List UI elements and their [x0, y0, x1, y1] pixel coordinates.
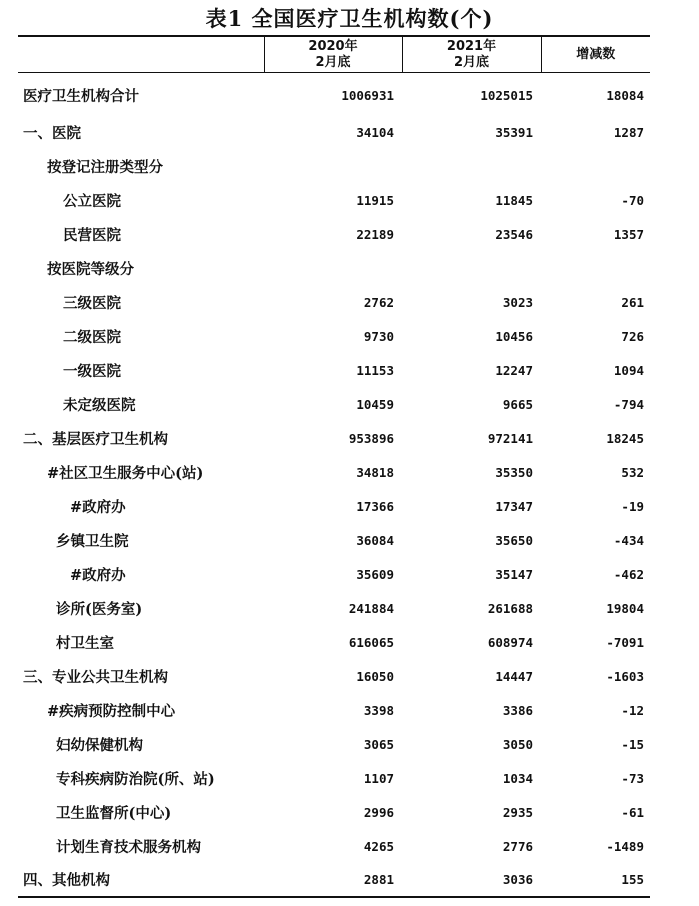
table-row	[18, 727, 650, 761]
row-label: 妇幼保健机构	[56, 736, 143, 754]
value-2021: 261688	[487, 600, 533, 616]
table-row	[18, 693, 650, 727]
institutions-table	[18, 35, 650, 898]
institutions-table-container	[18, 35, 650, 898]
value-change: -434	[613, 532, 644, 548]
value-2020: 2881	[264, 863, 402, 897]
row-label: 公立医院	[63, 192, 121, 210]
value-2020: 16050	[356, 668, 394, 684]
value-2021: 12247	[495, 362, 533, 378]
header-2021-year: 2021年	[446, 38, 497, 54]
header-label-cell	[18, 36, 264, 73]
value-2020: 17366	[356, 498, 394, 514]
value-2020: 34818	[356, 464, 394, 480]
value-2020: 3398	[363, 702, 394, 718]
value-2021: 3036	[402, 863, 541, 897]
row-label: 村卫生室	[56, 634, 114, 652]
table-row	[18, 353, 650, 387]
value-2020: 10459	[356, 396, 394, 412]
value-2021: 23546	[495, 226, 533, 242]
value-change: 155	[541, 863, 650, 897]
header-2020-year: 2020年	[308, 38, 358, 54]
row-label: 一、医院	[23, 124, 81, 142]
table-row	[18, 319, 650, 353]
value-2021: 35650	[495, 532, 533, 548]
value-change: 18245	[606, 430, 644, 446]
table-row	[18, 659, 650, 693]
value-change: 18084	[606, 87, 644, 103]
table-row	[18, 863, 650, 897]
value-2020: 953896	[348, 430, 394, 446]
value-2020	[264, 251, 402, 285]
table-row	[18, 217, 650, 251]
value-2021: 3386	[502, 702, 533, 718]
value-2020: 36084	[356, 532, 394, 548]
value-2021: 3050	[502, 736, 533, 752]
table-row	[18, 625, 650, 659]
value-change	[541, 251, 650, 285]
row-label: 三、专业公共卫生机构	[23, 668, 168, 686]
value-2020: 11153	[356, 362, 394, 378]
value-2021: 14447	[495, 668, 533, 684]
row-label: 按医院等级分	[47, 260, 134, 278]
value-change: -73	[621, 770, 644, 786]
header-2021	[402, 36, 541, 73]
row-label: #社区卫生服务中心(站)	[47, 464, 204, 482]
value-2021: 35147	[495, 566, 533, 582]
table-row	[18, 73, 650, 116]
value-change: -61	[621, 804, 644, 820]
table-row	[18, 251, 650, 285]
value-change: -462	[613, 566, 644, 582]
row-label: #政府办	[70, 498, 126, 516]
table-row	[18, 421, 650, 455]
value-2021: 35350	[495, 464, 533, 480]
value-2020: 2762	[363, 294, 394, 310]
row-label: 乡镇卫生院	[56, 532, 129, 550]
row-label: 卫生监督所(中心)	[56, 804, 172, 822]
table-row	[18, 591, 650, 625]
row-label: 医疗卫生机构合计	[23, 87, 139, 105]
value-change: 261	[621, 294, 644, 310]
value-2021: 9665	[502, 396, 533, 412]
value-2021: 1034	[502, 770, 533, 786]
table-row	[18, 761, 650, 795]
value-2021: 608974	[487, 634, 533, 650]
value-2021	[402, 149, 541, 183]
header-change: 增减数	[541, 36, 650, 73]
table-row	[18, 829, 650, 863]
value-2021: 11845	[495, 192, 533, 208]
row-label: 按登记注册类型分	[47, 158, 163, 176]
value-change: -1489	[606, 838, 644, 854]
value-change	[541, 149, 650, 183]
table-row	[18, 523, 650, 557]
row-label: 四、其他机构	[18, 863, 264, 897]
table-header	[18, 36, 650, 73]
row-label: 计划生育技术服务机构	[56, 838, 201, 856]
value-2020: 22189	[356, 226, 394, 242]
row-label: #政府办	[70, 566, 126, 584]
value-2021	[402, 251, 541, 285]
table-row	[18, 149, 650, 183]
value-2020: 3065	[363, 736, 394, 752]
value-2020: 11915	[356, 192, 394, 208]
value-change: 1094	[613, 362, 644, 378]
value-2020: 34104	[356, 124, 394, 140]
row-label: 诊所(医务室)	[56, 600, 143, 618]
value-change: 1357	[613, 226, 644, 242]
value-2021: 1025015	[480, 87, 533, 103]
value-2020	[264, 149, 402, 183]
value-2020: 9730	[363, 328, 394, 344]
value-2020: 2996	[363, 804, 394, 820]
row-label: 三级医院	[63, 294, 121, 312]
header-2020-month: 2月底	[315, 54, 351, 70]
value-change: 726	[621, 328, 644, 344]
value-2020: 1107	[363, 770, 394, 786]
table-row	[18, 115, 650, 149]
value-2021: 3023	[502, 294, 533, 310]
table-title: 表1 全国医疗卫生机构数(个)	[205, 6, 494, 31]
table-row	[18, 489, 650, 523]
value-2020: 4265	[363, 838, 394, 854]
row-label: 未定级医院	[63, 396, 136, 414]
value-change: -15	[621, 736, 644, 752]
value-2020: 616065	[348, 634, 394, 650]
value-change: 1287	[613, 124, 644, 140]
header-2020	[264, 36, 402, 73]
table-row	[18, 387, 650, 421]
header-2021-month: 2月底	[453, 54, 490, 70]
value-2021: 17347	[495, 498, 533, 514]
value-2021: 2935	[502, 804, 533, 820]
value-change: -19	[621, 498, 644, 514]
value-change: 532	[621, 464, 644, 480]
value-change: -70	[621, 192, 644, 208]
row-label: #疾病预防控制中心	[47, 702, 176, 720]
value-change: -1603	[606, 668, 644, 684]
row-label: 专科疾病防治院(所、站)	[56, 770, 215, 788]
value-change: -7091	[606, 634, 644, 650]
table-row	[18, 183, 650, 217]
value-2021: 35391	[495, 124, 533, 140]
value-2021: 2776	[502, 838, 533, 854]
row-label: 二级医院	[63, 328, 121, 346]
row-label: 二、基层医疗卫生机构	[23, 430, 168, 448]
value-change: -794	[613, 396, 644, 412]
table-row	[18, 795, 650, 829]
table-body	[18, 73, 650, 898]
value-change: 19804	[606, 600, 644, 616]
value-2020: 35609	[356, 566, 394, 582]
value-2021: 10456	[495, 328, 533, 344]
value-2020: 1006931	[341, 87, 394, 103]
table-row	[18, 455, 650, 489]
value-2020: 241884	[348, 600, 394, 616]
row-label: 民营医院	[63, 226, 121, 244]
row-label: 一级医院	[63, 362, 121, 380]
table-row	[18, 285, 650, 319]
value-change: -12	[621, 702, 644, 718]
table-row	[18, 557, 650, 591]
value-2021: 972141	[487, 430, 533, 446]
